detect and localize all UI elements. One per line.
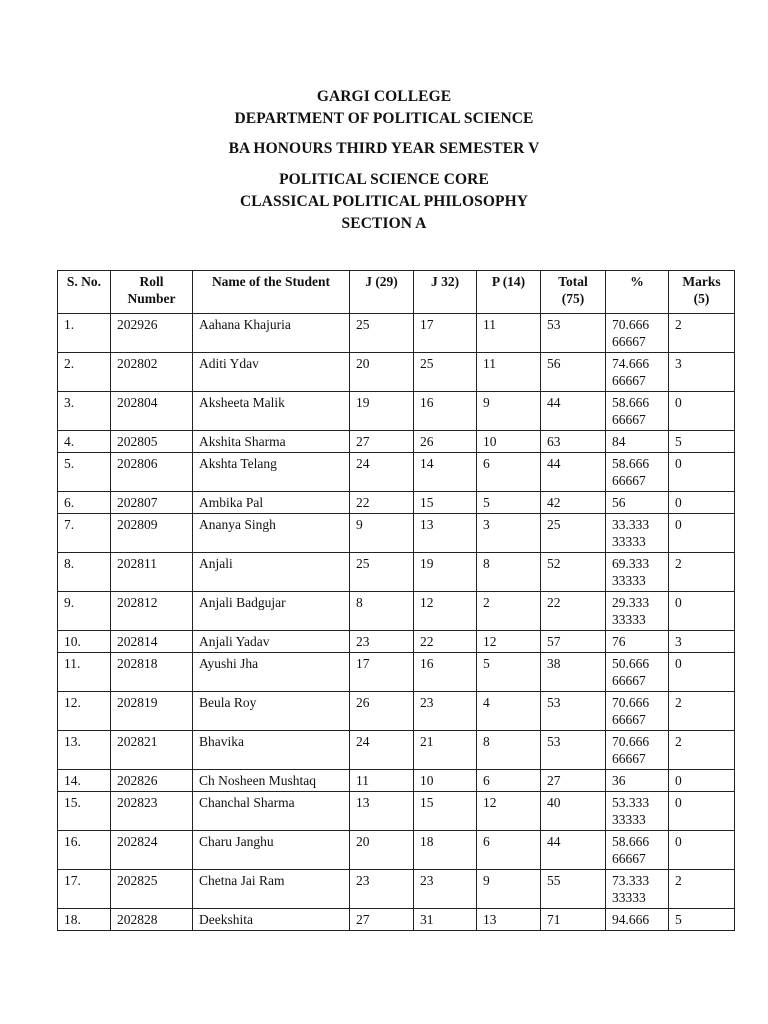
course-title: BA HONOURS THIRD YEAR SEMESTER V xyxy=(228,140,540,157)
cell-total: 56 xyxy=(541,353,606,392)
cell-student-name: Chanchal Sharma xyxy=(193,792,350,831)
cell-percent: 29.333 33333 xyxy=(606,592,669,631)
table-row xyxy=(58,792,735,831)
cell-total: 53 xyxy=(541,731,606,770)
cell-percent: 76 xyxy=(606,631,669,653)
cell-percent: 73.333 33333 xyxy=(606,870,669,909)
cell-percent: 50.666 66667 xyxy=(606,653,669,692)
cell-p14: 3 xyxy=(477,514,541,553)
table-row xyxy=(58,831,735,870)
cell-j32: 26 xyxy=(414,431,477,453)
cell-serial: 12. xyxy=(58,692,111,731)
cell-p14: 9 xyxy=(477,392,541,431)
cell-student-name: Akshta Telang xyxy=(193,453,350,492)
col-header-serial: S. No. xyxy=(58,271,111,314)
cell-student-name: Anjali xyxy=(193,553,350,592)
cell-total: 52 xyxy=(541,553,606,592)
col-header-student-name: Name of the Student xyxy=(193,271,350,314)
cell-total: 27 xyxy=(541,770,606,792)
cell-student-name: Aksheeta Malik xyxy=(193,392,350,431)
cell-marks: 0 xyxy=(669,453,735,492)
cell-percent: 58.666 66667 xyxy=(606,453,669,492)
cell-roll-number: 202818 xyxy=(111,653,193,692)
cell-student-name: Beula Roy xyxy=(193,692,350,731)
cell-serial: 5. xyxy=(58,453,111,492)
cell-p14: 5 xyxy=(477,492,541,514)
cell-percent: 70.666 66667 xyxy=(606,692,669,731)
cell-roll-number: 202926 xyxy=(111,314,193,353)
cell-p14: 11 xyxy=(477,314,541,353)
col-header-marks: Marks (5) xyxy=(669,271,735,314)
col-header-percent: % xyxy=(606,271,669,314)
col-header-j29: J (29) xyxy=(350,271,414,314)
cell-serial: 3. xyxy=(58,392,111,431)
cell-p14: 5 xyxy=(477,653,541,692)
cell-roll-number: 202802 xyxy=(111,353,193,392)
cell-p14: 6 xyxy=(477,770,541,792)
cell-j32: 16 xyxy=(414,653,477,692)
table-row xyxy=(58,453,735,492)
cell-total: 57 xyxy=(541,631,606,653)
cell-total: 63 xyxy=(541,431,606,453)
cell-j32: 10 xyxy=(414,770,477,792)
cell-total: 53 xyxy=(541,314,606,353)
cell-marks: 0 xyxy=(669,592,735,631)
cell-j32: 15 xyxy=(414,492,477,514)
cell-j32: 15 xyxy=(414,792,477,831)
table-row xyxy=(58,353,735,392)
cell-serial: 10. xyxy=(58,631,111,653)
cell-serial: 14. xyxy=(58,770,111,792)
cell-marks: 0 xyxy=(669,770,735,792)
table-row xyxy=(58,392,735,431)
cell-marks: 2 xyxy=(669,553,735,592)
cell-j29: 23 xyxy=(350,870,414,909)
cell-j29: 23 xyxy=(350,631,414,653)
cell-student-name: Ayushi Jha xyxy=(193,653,350,692)
cell-j32: 18 xyxy=(414,831,477,870)
cell-percent: 53.333 33333 xyxy=(606,792,669,831)
cell-serial: 15. xyxy=(58,792,111,831)
cell-serial: 13. xyxy=(58,731,111,770)
cell-marks: 3 xyxy=(669,353,735,392)
table-row xyxy=(58,770,735,792)
cell-marks: 0 xyxy=(669,492,735,514)
cell-student-name: Chetna Jai Ram xyxy=(193,870,350,909)
cell-student-name: Bhavika xyxy=(193,731,350,770)
cell-p14: 2 xyxy=(477,592,541,631)
cell-j29: 20 xyxy=(350,831,414,870)
cell-roll-number: 202809 xyxy=(111,514,193,553)
cell-roll-number: 202821 xyxy=(111,731,193,770)
cell-serial: 4. xyxy=(58,431,111,453)
cell-marks: 0 xyxy=(669,653,735,692)
cell-j29: 25 xyxy=(350,553,414,592)
cell-student-name: Charu Janghu xyxy=(193,831,350,870)
cell-j32: 19 xyxy=(414,553,477,592)
cell-j29: 24 xyxy=(350,453,414,492)
cell-total: 44 xyxy=(541,831,606,870)
cell-student-name: Ambika Pal xyxy=(193,492,350,514)
cell-roll-number: 202826 xyxy=(111,770,193,792)
col-header-j32: J 32) xyxy=(414,271,477,314)
cell-j29: 11 xyxy=(350,770,414,792)
cell-j29: 8 xyxy=(350,592,414,631)
cell-roll-number: 202807 xyxy=(111,492,193,514)
cell-roll-number: 202819 xyxy=(111,692,193,731)
cell-p14: 6 xyxy=(477,831,541,870)
cell-serial: 7. xyxy=(58,514,111,553)
cell-percent: 33.333 33333 xyxy=(606,514,669,553)
cell-roll-number: 202804 xyxy=(111,392,193,431)
table-row xyxy=(58,592,735,631)
cell-total: 22 xyxy=(541,592,606,631)
cell-marks: 3 xyxy=(669,631,735,653)
cell-percent: 69.333 33333 xyxy=(606,553,669,592)
cell-percent: 94.666 xyxy=(606,909,669,931)
col-header-p14: P (14) xyxy=(477,271,541,314)
cell-j29: 24 xyxy=(350,731,414,770)
cell-j29: 13 xyxy=(350,792,414,831)
table-row xyxy=(58,314,735,353)
cell-p14: 9 xyxy=(477,870,541,909)
cell-serial: 9. xyxy=(58,592,111,631)
paper-title: POLITICAL SCIENCE CORE xyxy=(279,171,489,188)
cell-j32: 22 xyxy=(414,631,477,653)
cell-j32: 17 xyxy=(414,314,477,353)
table-row xyxy=(58,653,735,692)
cell-j32: 21 xyxy=(414,731,477,770)
cell-j32: 23 xyxy=(414,870,477,909)
cell-j29: 27 xyxy=(350,909,414,931)
cell-j29: 17 xyxy=(350,653,414,692)
cell-roll-number: 202828 xyxy=(111,909,193,931)
cell-marks: 0 xyxy=(669,792,735,831)
cell-serial: 6. xyxy=(58,492,111,514)
cell-percent: 58.666 66667 xyxy=(606,392,669,431)
cell-j32: 23 xyxy=(414,692,477,731)
college-name: GARGI COLLEGE xyxy=(316,88,452,105)
cell-serial: 1. xyxy=(58,314,111,353)
cell-j32: 25 xyxy=(414,353,477,392)
cell-marks: 0 xyxy=(669,831,735,870)
cell-serial: 8. xyxy=(58,553,111,592)
cell-roll-number: 202812 xyxy=(111,592,193,631)
cell-total: 44 xyxy=(541,453,606,492)
cell-j29: 25 xyxy=(350,314,414,353)
cell-j32: 31 xyxy=(414,909,477,931)
cell-j32: 12 xyxy=(414,592,477,631)
cell-serial: 16. xyxy=(58,831,111,870)
cell-serial: 17. xyxy=(58,870,111,909)
cell-percent: 58.666 66667 xyxy=(606,831,669,870)
cell-j32: 16 xyxy=(414,392,477,431)
cell-marks: 2 xyxy=(669,692,735,731)
cell-student-name: Ananya Singh xyxy=(193,514,350,553)
cell-student-name: Anjali Badgujar xyxy=(193,592,350,631)
cell-p14: 12 xyxy=(477,792,541,831)
cell-j29: 22 xyxy=(350,492,414,514)
cell-p14: 12 xyxy=(477,631,541,653)
cell-percent: 56 xyxy=(606,492,669,514)
cell-j29: 26 xyxy=(350,692,414,731)
cell-total: 53 xyxy=(541,692,606,731)
table-header-row xyxy=(58,271,735,314)
cell-serial: 2. xyxy=(58,353,111,392)
cell-roll-number: 202805 xyxy=(111,431,193,453)
table-row xyxy=(58,731,735,770)
cell-j29: 27 xyxy=(350,431,414,453)
cell-marks: 5 xyxy=(669,909,735,931)
cell-p14: 8 xyxy=(477,731,541,770)
cell-marks: 2 xyxy=(669,870,735,909)
cell-marks: 0 xyxy=(669,514,735,553)
cell-total: 25 xyxy=(541,514,606,553)
cell-percent: 70.666 66667 xyxy=(606,314,669,353)
department-name: DEPARTMENT OF POLITICAL SCIENCE xyxy=(234,110,534,127)
cell-j29: 9 xyxy=(350,514,414,553)
col-header-roll-number: Roll Number xyxy=(111,271,193,314)
cell-student-name: Aahana Khajuria xyxy=(193,314,350,353)
cell-marks: 0 xyxy=(669,392,735,431)
cell-total: 40 xyxy=(541,792,606,831)
cell-p14: 11 xyxy=(477,353,541,392)
cell-total: 55 xyxy=(541,870,606,909)
marks-table xyxy=(57,270,735,931)
section-title: SECTION A xyxy=(341,215,427,232)
cell-roll-number: 202814 xyxy=(111,631,193,653)
cell-p14: 13 xyxy=(477,909,541,931)
cell-percent: 74.666 66667 xyxy=(606,353,669,392)
cell-total: 42 xyxy=(541,492,606,514)
cell-percent: 70.666 66667 xyxy=(606,731,669,770)
table-row xyxy=(58,431,735,453)
table-row xyxy=(58,870,735,909)
cell-total: 71 xyxy=(541,909,606,931)
table-row xyxy=(58,492,735,514)
col-header-total: Total (75) xyxy=(541,271,606,314)
cell-student-name: Ch Nosheen Mushtaq xyxy=(193,770,350,792)
cell-percent: 36 xyxy=(606,770,669,792)
cell-p14: 10 xyxy=(477,431,541,453)
cell-total: 44 xyxy=(541,392,606,431)
cell-roll-number: 202824 xyxy=(111,831,193,870)
cell-student-name: Anjali Yadav xyxy=(193,631,350,653)
table-row xyxy=(58,553,735,592)
cell-marks: 5 xyxy=(669,431,735,453)
cell-student-name: Aditi Ydav xyxy=(193,353,350,392)
cell-percent: 84 xyxy=(606,431,669,453)
cell-marks: 2 xyxy=(669,731,735,770)
cell-total: 38 xyxy=(541,653,606,692)
cell-student-name: Deekshita xyxy=(193,909,350,931)
cell-roll-number: 202806 xyxy=(111,453,193,492)
cell-j32: 13 xyxy=(414,514,477,553)
table-body xyxy=(58,314,735,931)
table-row xyxy=(58,909,735,931)
cell-roll-number: 202811 xyxy=(111,553,193,592)
cell-serial: 11. xyxy=(58,653,111,692)
table-row xyxy=(58,692,735,731)
cell-serial: 18. xyxy=(58,909,111,931)
cell-p14: 8 xyxy=(477,553,541,592)
cell-p14: 6 xyxy=(477,453,541,492)
table-row xyxy=(58,514,735,553)
cell-j32: 14 xyxy=(414,453,477,492)
table-row xyxy=(58,631,735,653)
subject-title: CLASSICAL POLITICAL PHILOSOPHY xyxy=(239,193,529,210)
cell-j29: 19 xyxy=(350,392,414,431)
cell-j29: 20 xyxy=(350,353,414,392)
cell-roll-number: 202825 xyxy=(111,870,193,909)
cell-roll-number: 202823 xyxy=(111,792,193,831)
cell-student-name: Akshita Sharma xyxy=(193,431,350,453)
cell-marks: 2 xyxy=(669,314,735,353)
cell-p14: 4 xyxy=(477,692,541,731)
